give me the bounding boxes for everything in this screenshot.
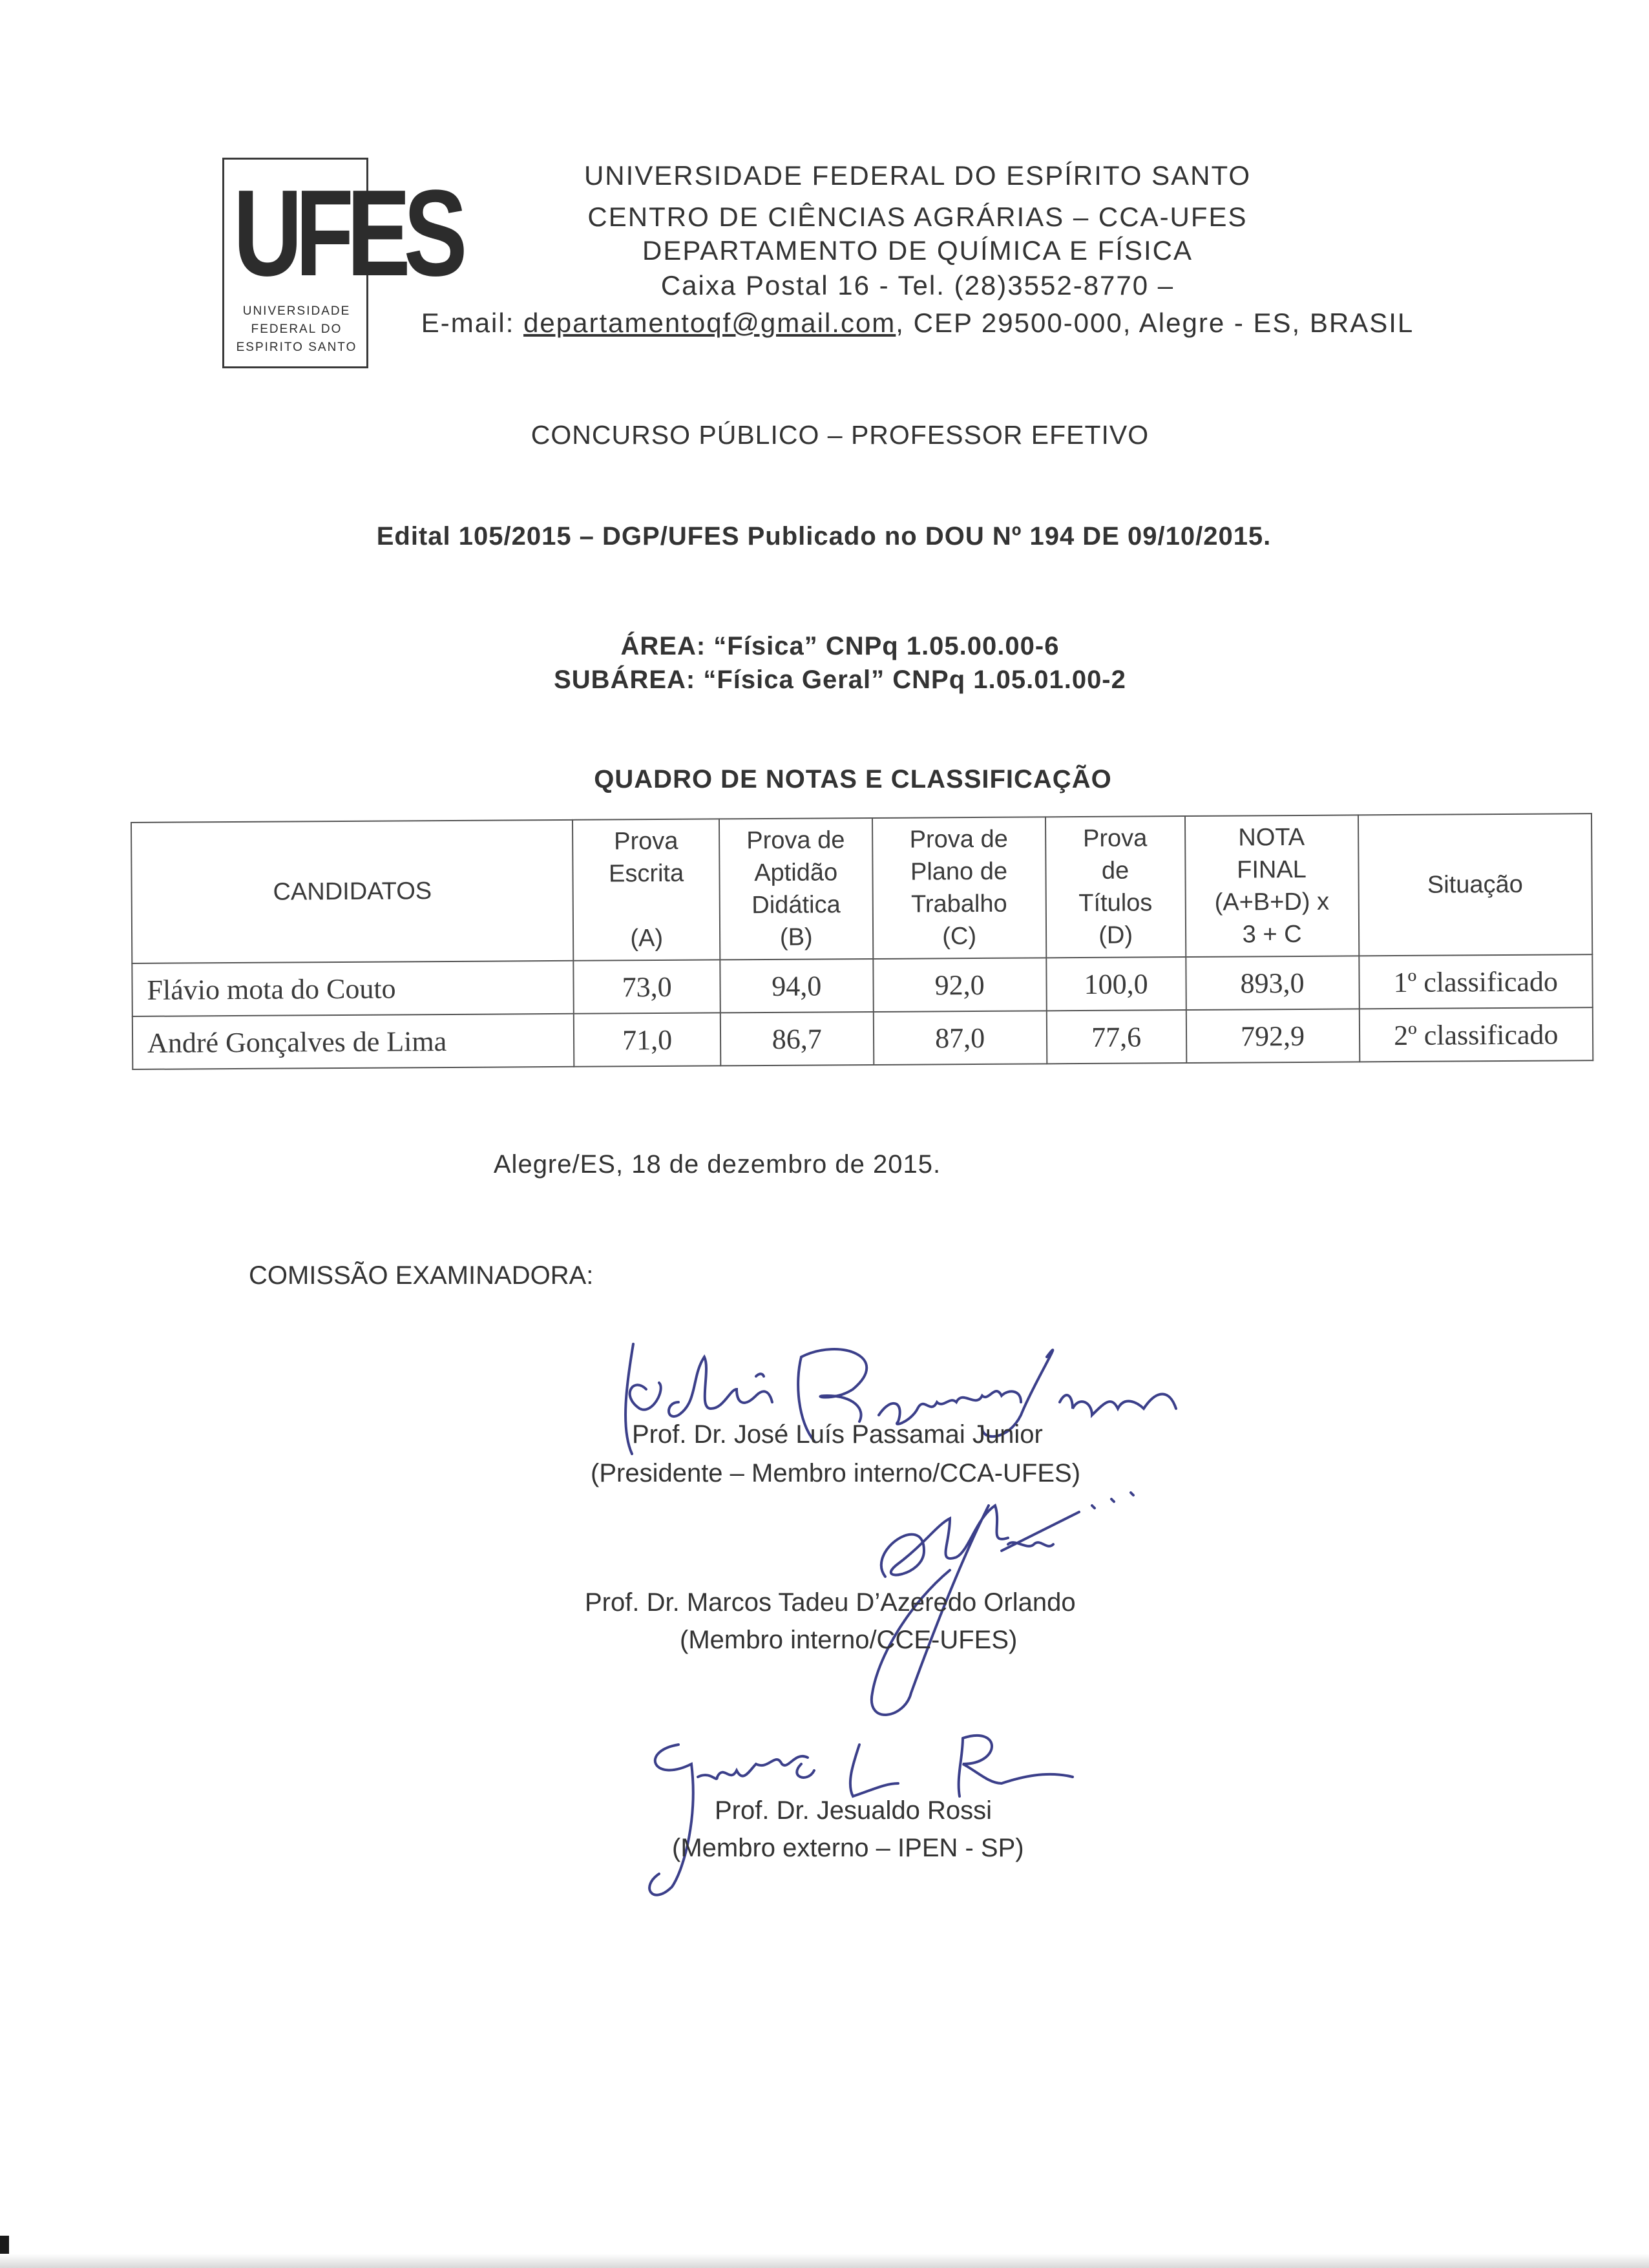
score-a: 71,0 xyxy=(574,1013,720,1066)
header-prova-aptidao: Prova de Aptidão Didática (B) xyxy=(719,818,873,960)
score-c: 92,0 xyxy=(873,958,1046,1012)
subarea-line: SUBÁREA: “Física Geral” CNPq 1.05.01.00-2 xyxy=(554,666,1126,694)
email-suffix: , CEP 29500-000, Alegre - ES, BRASIL xyxy=(896,308,1414,338)
edital-line: Edital 105/2015 – DGP/UFES Publicado no DOU Nº 194 DE 09/10/2015. xyxy=(376,522,1272,551)
header-candidatos: CANDIDATOS xyxy=(131,820,574,963)
logo-line-1: UNIVERSIDADE xyxy=(242,304,351,318)
final-score: 893,0 xyxy=(1186,956,1359,1010)
score-d: 77,6 xyxy=(1046,1010,1186,1064)
candidate-name: Flávio mota do Couto xyxy=(132,961,574,1016)
commission-label: COMISSÃO EXAMINADORA: xyxy=(249,1261,594,1290)
table-header-row xyxy=(131,814,1592,963)
header-department: DEPARTAMENTO DE QUÍMICA E FÍSICA xyxy=(642,235,1193,266)
score-b: 86,7 xyxy=(720,1012,874,1066)
situacao: 2º classificado xyxy=(1359,1007,1593,1062)
email-link[interactable]: departamentoqf@gmail.com xyxy=(523,308,896,338)
header-prova-titulos: Prova de Títulos (D) xyxy=(1045,816,1186,958)
header-situacao: Situação xyxy=(1358,814,1592,956)
email-prefix: E-mail: xyxy=(421,308,524,338)
signatory-3-name: Prof. Dr. Jesualdo Rossi xyxy=(715,1796,993,1825)
header-university: UNIVERSIDADE FEDERAL DO ESPÍRITO SANTO xyxy=(583,160,1252,191)
logo-mark: UFES xyxy=(233,165,461,302)
situacao: 1º classificado xyxy=(1359,954,1593,1009)
table-row xyxy=(132,1007,1593,1069)
header-nota-final: NOTA FINAL (A+B+D) x 3 + C xyxy=(1185,815,1359,957)
score-a: 73,0 xyxy=(574,960,720,1013)
score-c: 87,0 xyxy=(873,1011,1046,1065)
table-title: QUADRO DE NOTAS E CLASSIFICAÇÃO xyxy=(594,765,1112,793)
header-center: CENTRO DE CIÊNCIAS AGRÁRIAS – CCA-UFES xyxy=(587,202,1248,232)
signatory-1-name: Prof. Dr. José Luís Passamai Junior xyxy=(632,1420,1043,1449)
ufes-logo xyxy=(222,158,461,368)
grades-table xyxy=(131,813,1593,1070)
concurso-title: CONCURSO PÚBLICO – PROFESSOR EFETIVO xyxy=(530,420,1150,450)
candidate-name: André Gonçalves de Lima xyxy=(132,1014,574,1069)
header-contact: Caixa Postal 16 - Tel. (28)3552-8770 – xyxy=(660,270,1175,300)
header-email-line xyxy=(401,308,1434,339)
logo-line-2: FEDERAL DO xyxy=(251,322,342,336)
logo-line-3: ESPIRITO SANTO xyxy=(236,341,357,354)
signatory-1-role: (Presidente – Membro interno/CCA-UFES) xyxy=(591,1459,1081,1487)
score-b: 94,0 xyxy=(720,959,873,1013)
signatory-2-role: (Membro interno/CCE-UFES) xyxy=(680,1626,1018,1654)
scan-bottom-shadow xyxy=(0,2254,1649,2268)
table-row xyxy=(132,954,1592,1016)
score-d: 100,0 xyxy=(1046,957,1186,1011)
signatory-3-role: (Membro externo – IPEN - SP) xyxy=(672,1834,1024,1862)
header-prova-escrita: Prova Escrita (A) xyxy=(572,819,720,960)
header-prova-plano: Prova de Plano de Trabalho (C) xyxy=(872,817,1046,959)
signatory-2-name: Prof. Dr. Marcos Tadeu D’Azeredo Orlando xyxy=(585,1588,1076,1617)
final-score: 792,9 xyxy=(1186,1009,1359,1063)
area-line: ÁREA: “Física” CNPq 1.05.00.00-6 xyxy=(620,632,1060,660)
date-line: Alegre/ES, 18 de dezembro de 2015. xyxy=(493,1150,941,1179)
